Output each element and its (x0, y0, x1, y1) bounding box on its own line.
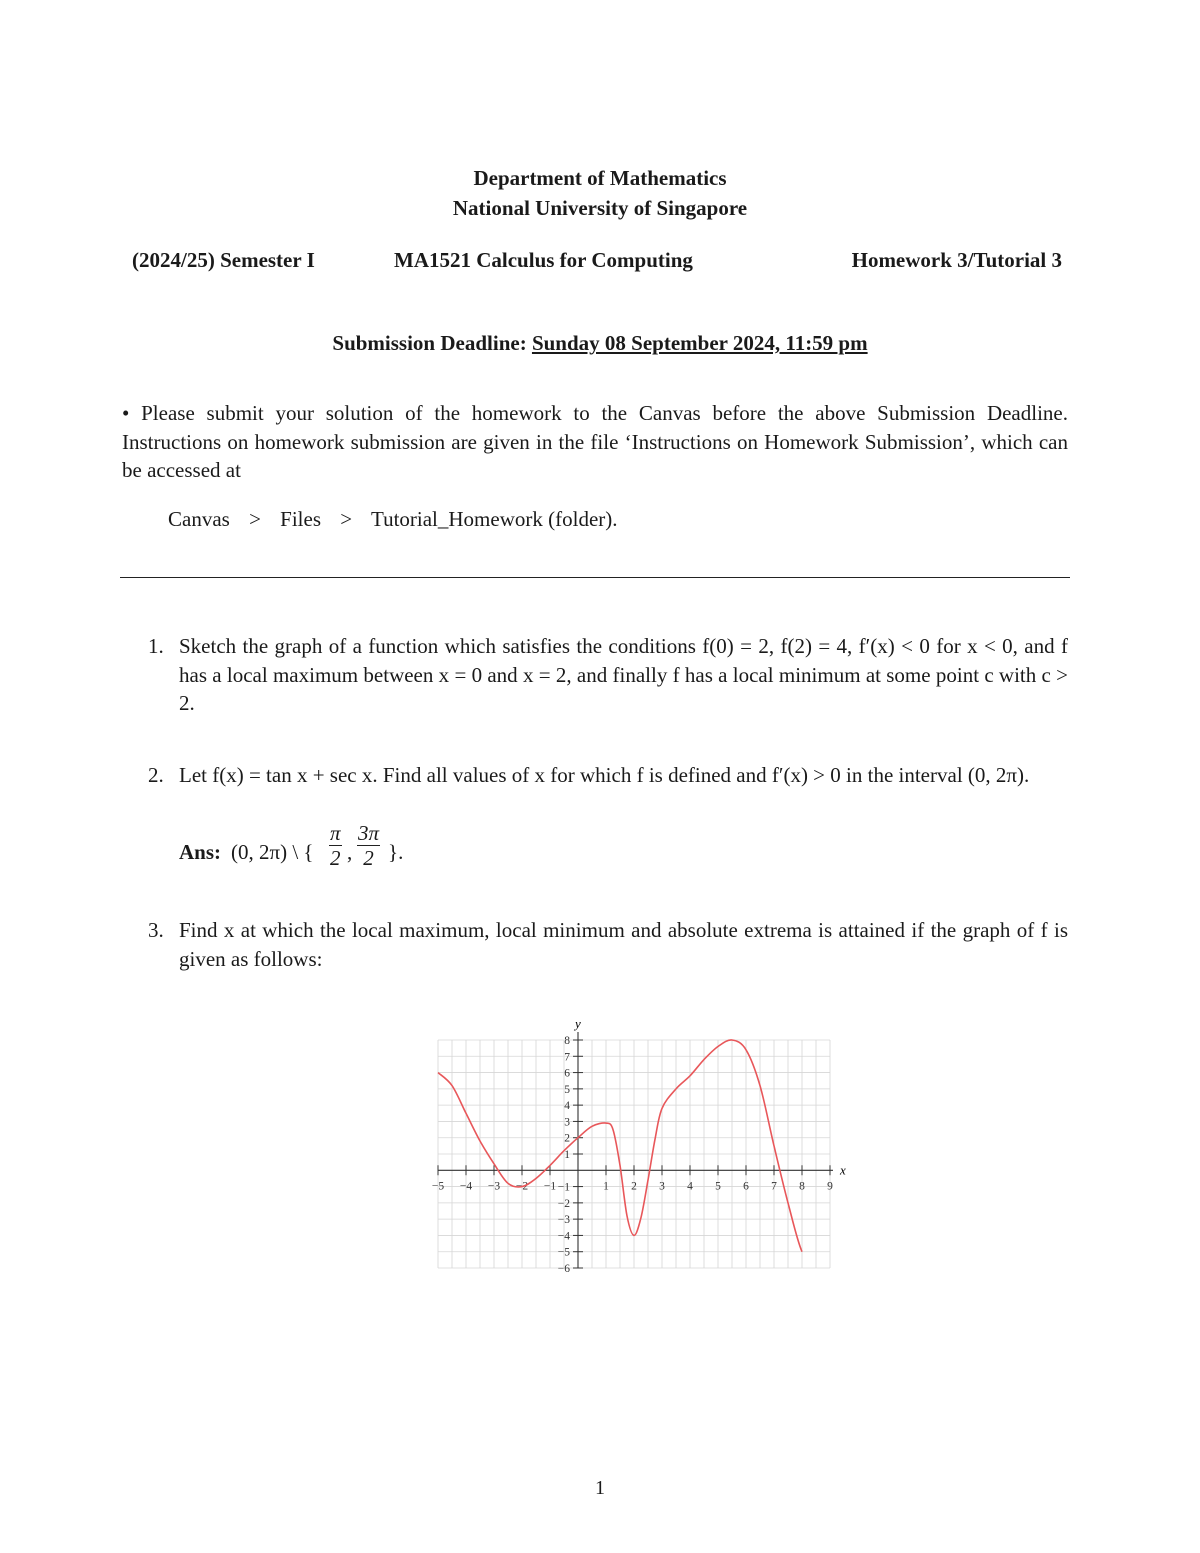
x-tick-label: 2 (631, 1180, 637, 1193)
y-tick-label: −3 (557, 1214, 570, 1227)
question-number: 2. (148, 763, 164, 787)
x-tick-label: 1 (603, 1180, 609, 1193)
question-text: Find x at which the local maximum, local minimum and absolute extrema is attained if the graph of f is given as follows: (179, 918, 1068, 971)
x-tick-label: 6 (743, 1180, 749, 1193)
x-tick-label: 8 (799, 1180, 805, 1193)
answer-fraction-pi-over-2 (329, 822, 342, 870)
x-tick-label: −4 (459, 1180, 473, 1193)
assignment-label: Homework 3/Tutorial 3 (851, 248, 1062, 272)
x-tick-label: 3 (659, 1180, 665, 1193)
path-files: Files (280, 507, 322, 531)
answer-prefix: (0, 2π) \ { (231, 840, 314, 864)
question-2 (148, 761, 1068, 790)
y-axis-label: y (575, 1016, 581, 1031)
answer-label: Ans: (179, 840, 222, 864)
y-tick-label: 5 (564, 1083, 570, 1096)
page-number: 1 (595, 1477, 605, 1499)
y-tick-label: 4 (564, 1100, 570, 1113)
y-tick-label: −1 (557, 1181, 570, 1194)
question-text: Let f(x) = tan x + sec x. Find all values of x for which f is defined and f′(x) > 0 in the interval (0, 2π). (179, 763, 1030, 787)
y-tick-label: 6 (564, 1067, 570, 1080)
x-tick-label: −3 (487, 1180, 501, 1193)
section-divider (120, 577, 1070, 578)
y-tick-label: 8 (564, 1035, 570, 1047)
y-tick-label: −5 (557, 1246, 570, 1259)
x-tick-label: −1 (543, 1180, 557, 1193)
question-1 (148, 632, 1068, 718)
y-tick-label: −4 (557, 1230, 570, 1243)
path-separator: > (340, 507, 353, 531)
chart-ticks (432, 1035, 833, 1275)
question-number: 3. (148, 918, 164, 942)
question-2-answer (179, 822, 779, 884)
answer-separator: , (347, 840, 353, 864)
deadline-value: Sunday 08 September 2024, 11:59 pm (531, 331, 868, 355)
y-tick-label: −2 (557, 1197, 570, 1210)
department-title: Department of Mathematics (473, 166, 727, 190)
fraction-denominator: 2 (363, 846, 374, 870)
x-tick-label: 4 (687, 1180, 693, 1193)
x-tick-label: 9 (827, 1180, 833, 1193)
question-text: Sketch the graph of a function which satisfies the conditions f(0) = 2, f(2) = 4, f′(x) < 0 for x < 0, and f has a local maximum between x = 0 and x = 2, and finally f has a local minimum at some point c with c > 2. (179, 634, 1068, 715)
answer-fraction-3pi-over-2 (357, 822, 380, 870)
answer-suffix: }. (388, 840, 404, 864)
instructions-paragraph: • Please submit your solution of the homework to the Canvas before the above Submission Deadline. Instructions on homework submission are given in the file ‘Instructions on Homework Submission’, which can be accessed at (122, 401, 1068, 482)
fraction-numerator: π (330, 821, 341, 845)
path-folder: Tutorial_Homework (folder). (370, 507, 618, 531)
function-graph (425, 1008, 855, 1278)
university-title: National University of Singapore (452, 196, 748, 220)
x-tick-label: −5 (431, 1180, 445, 1193)
semester-label: (2024/25) Semester I (132, 248, 315, 272)
x-tick-label: 7 (771, 1180, 777, 1193)
y-tick-label: −6 (557, 1263, 570, 1275)
y-tick-label: 3 (564, 1116, 570, 1129)
question-3 (148, 916, 1068, 973)
x-axis-label: x (840, 1162, 846, 1178)
question-number: 1. (148, 634, 164, 658)
y-tick-label: 1 (564, 1149, 570, 1161)
path-canvas: Canvas (168, 507, 230, 531)
course-label: MA1521 Calculus for Computing (394, 248, 693, 272)
y-tick-label: 2 (564, 1132, 570, 1145)
x-tick-label: −2 (515, 1180, 529, 1193)
course-info-row (132, 248, 1062, 278)
x-tick-label: 5 (715, 1180, 721, 1193)
canvas-file-path (168, 507, 632, 532)
y-tick-label: 7 (564, 1051, 570, 1064)
fraction-numerator: 3π (358, 821, 380, 845)
fraction-denominator: 2 (330, 846, 341, 870)
chart-grid (438, 1040, 830, 1268)
path-separator: > (249, 507, 261, 531)
submission-deadline (0, 331, 1200, 356)
deadline-label: Submission Deadline: (332, 331, 527, 355)
